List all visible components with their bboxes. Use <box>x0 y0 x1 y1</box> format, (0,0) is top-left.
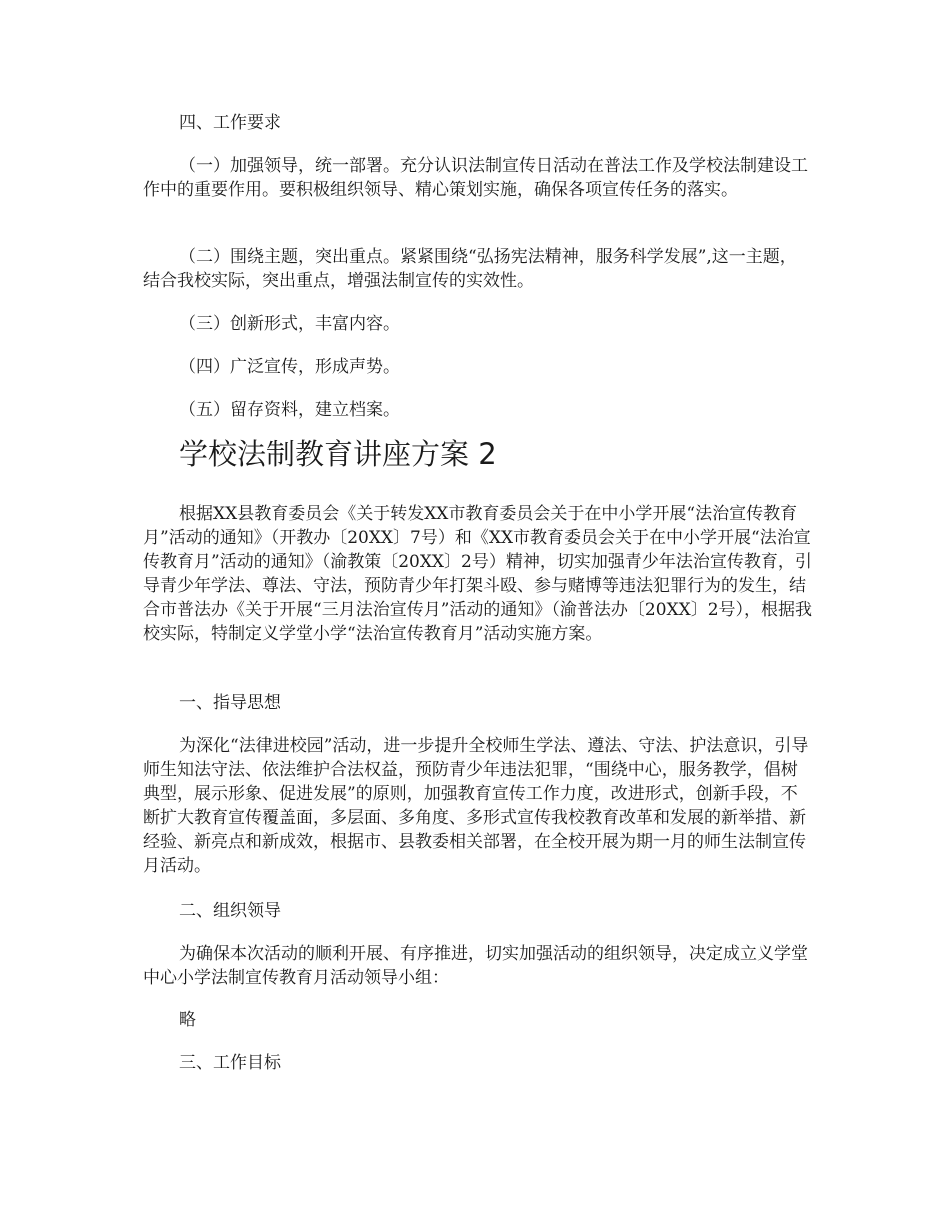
paragraph-guiding-thought: 为深化“法律进校园”活动，进一步提升全校师生学法、遵法、守法、护法意识，引导师生知法守法、依法维护合法权益，预防青少年违法犯罪，“围绕中心，服务教学，倡树典型，展示形象、促进发展”的原则，加强教育宣传工作力度，改进形式，创新手段，不断扩大教育宣传覆盖面，多层面、多角度、多形式宣传我校教育改革和发展的新举措、新经验、新亮点和新成效，根据市、县教委相关部署，在全校开展为期一月的师生法制宣传月活动。 <box>143 736 809 876</box>
paragraph-omitted: 略 <box>179 1010 196 1030</box>
section-heading-goals: 三、工作目标 <box>179 1053 281 1073</box>
paragraph-requirement-2: （二）围绕主题，突出重点。紧紧围绕“弘扬宪法精神，服务科学发展”,这一主题，结合我校实际，突出重点，增强法制宣传的实效性。 <box>143 247 797 291</box>
paragraph-intro: 根据XX县教育委员会《关于转发XX市教育委员会关于在中小学开展“法治宣传教育月”活动的通知》（开教办〔20XX〕7号）和《XX市教育委员会关于在中小学开展“法治宣传教育月”活动的通知》（渝教策〔20XX〕2号）精神，切实加强青少年法治宣传教育，引导青少年学法、尊法、守法，预防青少年打架斗殴、参与赌博等违法犯罪行为的发生，结合市普法办《关于开展“三月法治宣传月”活动的通知》（渝普法办〔20XX〕2号），根据我校实际，特制定义学堂小学“法治宣传教育月”活动实施方案。 <box>143 504 813 644</box>
section-heading-guiding-thought: 一、指导思想 <box>179 693 281 713</box>
section-heading-organization: 二、组织领导 <box>179 901 281 921</box>
paragraph-organization: 为确保本次活动的顺利开展、有序推进，切实加强活动的组织领导，决定成立义学堂中心小学法制宣传教育月活动领导小组： <box>143 944 808 988</box>
section-heading-requirements: 四、工作要求 <box>179 113 281 133</box>
paragraph-requirement-4: （四）广泛宣传，形成声势。 <box>179 357 400 377</box>
paragraph-requirement-3: （三）创新形式，丰富内容。 <box>179 314 400 334</box>
paragraph-requirement-5: （五）留存资料，建立档案。 <box>179 400 400 420</box>
document-title: 学校法制教育讲座方案 2 <box>179 437 497 471</box>
paragraph-requirement-1: （一）加强领导，统一部署。充分认识法制宣传日活动在普法工作及学校法制建设工作中的重要作用。要积极组织领导、精心策划实施，确保各项宣传任务的落实。 <box>143 156 808 200</box>
